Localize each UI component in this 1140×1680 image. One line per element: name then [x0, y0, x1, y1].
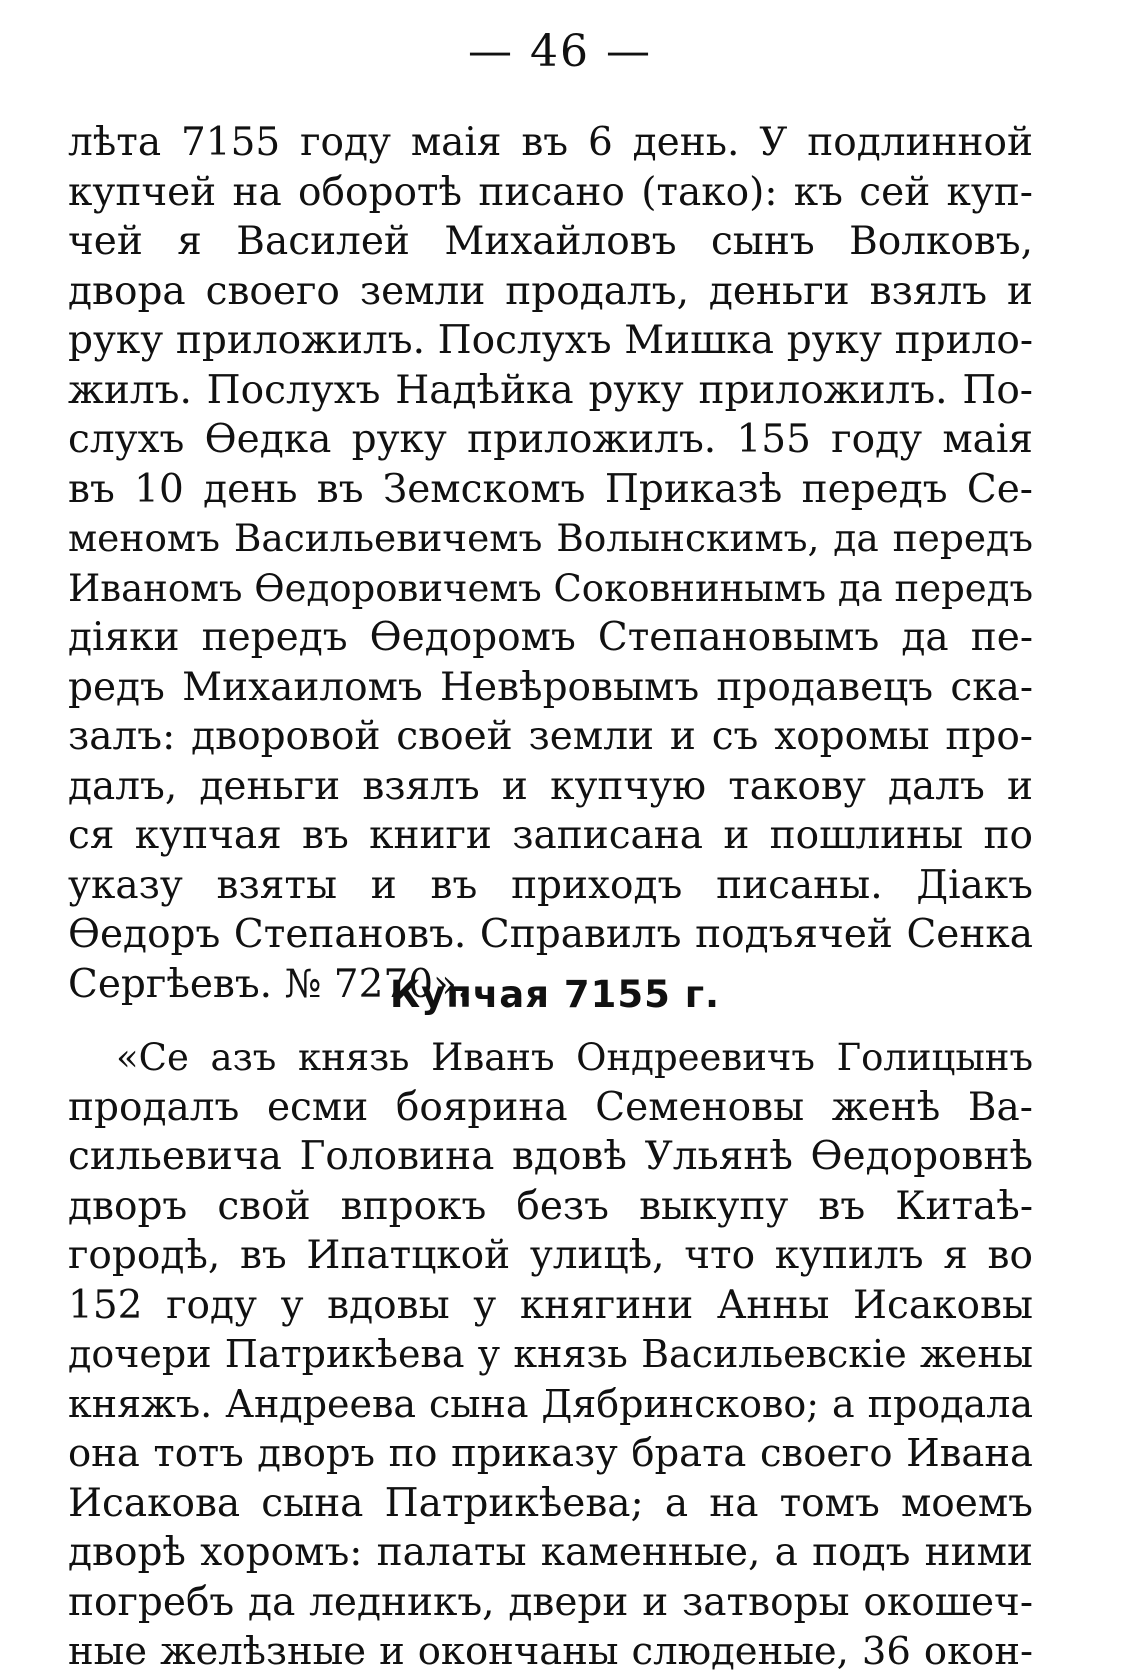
- text-line: городѣ, въ Ипатцкой улицѣ, что купилъ я во: [68, 1233, 1033, 1278]
- text-line: въ 10 день въ Земскомъ Приказѣ передъ Се-: [68, 466, 1033, 512]
- paragraph-1: [68, 118, 1033, 1009]
- text-line: ся купчая въ книги записана и пошлины по: [68, 813, 1033, 858]
- text-line: слухъ Ѳедка руку приложилъ. 155 году маія: [68, 417, 1033, 462]
- text-line: погребъ да ледникъ, двери и затворы окошеч-: [68, 1579, 1033, 1625]
- text-line: дворъ свой впрокъ безъ выкупу въ Китаѣ-: [68, 1183, 1033, 1229]
- text-line: указу взяты и въ приходъ писаны. Діакъ: [68, 862, 1033, 908]
- text-line: дочери Патрикѣева у князь Васильевскіе жены: [68, 1332, 1033, 1376]
- text-line: сильевича Головина вдовѣ Ульянѣ Ѳедоровнѣ: [68, 1134, 1033, 1179]
- text-line: Иваномъ Ѳедоровичемъ Соковнинымъ да передъ: [68, 566, 1033, 610]
- text-line: княжъ. Андреева сына Дябринсково; а продала: [68, 1381, 1033, 1426]
- text-line: чей я Василей Михайловъ сынъ Волковъ,: [68, 219, 1033, 264]
- text-line: залъ: дворовой своей земли и съ хоромы про-: [68, 714, 1033, 759]
- text-line: «Се азъ князь Иванъ Ондреевичъ Голицынъ: [116, 1036, 1033, 1079]
- section-heading: Купчая 7155 г.: [389, 973, 721, 1016]
- text-line: дворѣ хоромъ: палаты каменные, а подъ ними: [68, 1530, 1033, 1575]
- text-line: меномъ Васильевичемъ Волынскимъ, да передъ: [68, 516, 1033, 560]
- text-line: 152 году у вдовы у княгини Анны Исаковы: [68, 1282, 1033, 1328]
- text-line: руку приложилъ. Послухъ Мишка руку прило-: [68, 318, 1033, 363]
- text-line: Исакова сына Патрикѣева; а на томъ моемъ: [68, 1480, 1033, 1526]
- text-line: она тотъ дворъ по приказу брата своего Ивана: [68, 1431, 1033, 1476]
- text-line: діяки передъ Ѳедоромъ Степановымъ да пе-: [68, 615, 1033, 660]
- page-number: — 46 —: [468, 26, 652, 77]
- text-line: купчей на оборотѣ писано (тако): къ сей куп-: [68, 169, 1033, 215]
- text-line: ные желѣзные и окончаны слюденые, 36 окон-: [68, 1629, 1033, 1674]
- text-line: Сергѣевъ. № 7270».: [68, 961, 470, 1007]
- text-line: двора своего земли продалъ, деньги взялъ и: [68, 268, 1033, 314]
- paragraph-2: [68, 1033, 1033, 1677]
- text-line: далъ, деньги взялъ и купчую такову далъ и: [68, 763, 1033, 809]
- text-line: Ѳедоръ Степановъ. Справилъ подъячей Сенка: [68, 912, 1033, 957]
- text-line: лѣта 7155 году маія въ 6 день. У подлинной: [68, 120, 1033, 165]
- text-line: продалъ есми боярина Семеновы женѣ Ва-: [68, 1084, 1033, 1130]
- text-line: редъ Михаиломъ Невѣровымъ продавецъ ска-: [68, 664, 1033, 710]
- text-line: жилъ. Послухъ Надѣйка руку приложилъ. По-: [68, 367, 1033, 413]
